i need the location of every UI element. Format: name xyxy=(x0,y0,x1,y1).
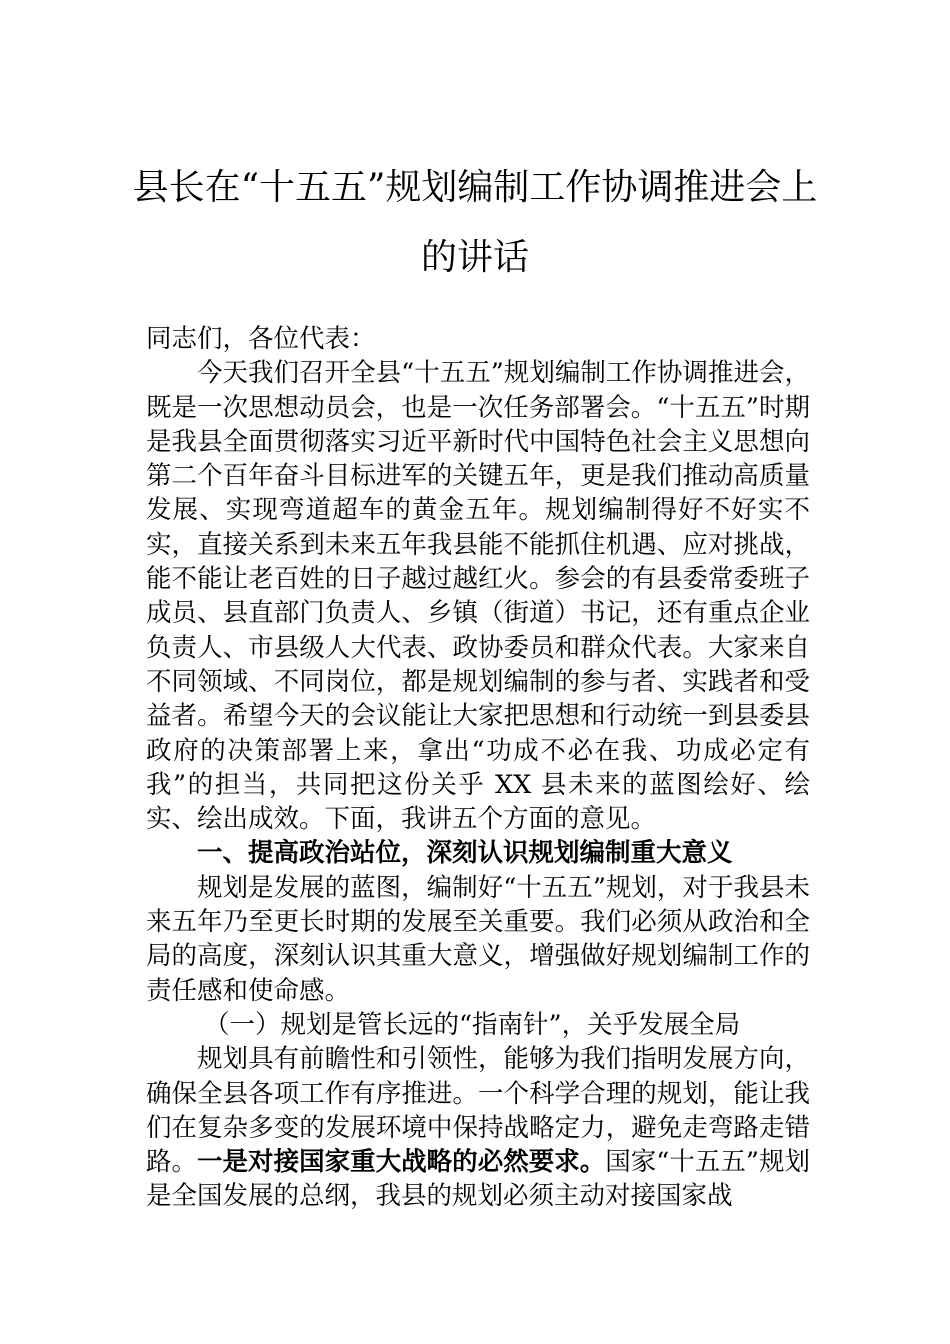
salutation: 同志们，各位代表： xyxy=(146,324,376,354)
document-title-line-1: 县长在“十五五”规划编制工作协调推进会上 xyxy=(132,167,818,208)
paragraph-subsection-1-text-a: 规划具有前瞻性和引领性，能够为我们指明发展方向，确保全县各项工作有序推进。一个科学合理的规划，能让我们在复杂多变的发展环境中保持战略定力，避免走弯路走错路。 xyxy=(146,1044,810,1178)
section-heading-1: 一、提高政治站位，深刻认识规划编制重大意义 xyxy=(197,838,733,869)
paragraph-section-1-intro: 规划是发展的蓝图，编制好“十五五”规划，对于我县未来五年乃至更长时期的发展至关重要。我们必须从政治和全局的高度，深刻认识其重大意义，增强做好规划编制工作的责任感和使命感。 xyxy=(146,872,810,1006)
paragraph-opening: 今天我们召开全县“十五五”规划编制工作协调推进会，既是一次思想动员会，也是一次任务部署会。“十五五”时期是我县全面贯彻落实习近平新时代中国特色社会主义思想向第二个百年奋斗目标进军的关键五年，更是我们推动高质量发展、实现弯道超车的黄金五年。规划编制得好不好实不实，直接关系到未来五年我县能不能抓住机遇、应对挑战，能不能让老百姓的日子越过越红火。参会的有县委常委班子成员、县直部门负责人、乡镇（街道）书记，还有重点企业负责人、市县级人大代表、政协委员和群众代表。大家来自不同领域、不同岗位，都是规划编制的参与者、实践者和受益者。希望今天的会议能让大家把思想和行动统一到县委县政府的决策部署上来，拿出“功成不必在我、功成必定有我”的担当，共同把这份关乎 XX 县未来的蓝图绘好、绘实、绘出成效。下面，我讲五个方面的意见。 xyxy=(146,358,810,835)
paragraph-subsection-1-bold: 一是对接国家重大战略的必然要求。 xyxy=(197,1147,606,1178)
subsection-heading-1: （一）规划是管长远的“指南针”，关乎发展全局 xyxy=(204,1009,741,1040)
document-body xyxy=(146,322,810,1214)
document-title-line-2: 的讲话 xyxy=(420,237,529,278)
paragraph-subsection-1 xyxy=(146,1042,810,1213)
paragraph-subsection-1-text-b: 国家“十五五”规划是全国发展的总纲，我县的规划必须主动对接国家战 xyxy=(146,1147,810,1212)
